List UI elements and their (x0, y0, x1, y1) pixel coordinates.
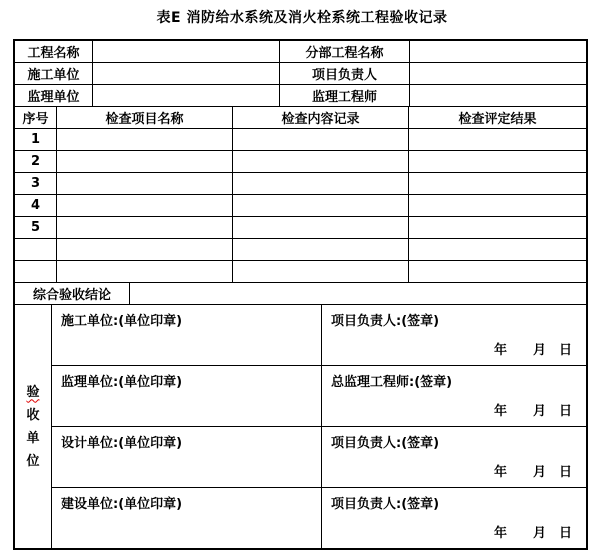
supervision-engineer-field[interactable] (410, 85, 586, 106)
form-title: 表E 消防给水系统及消火栓系统工程验收记录 (156, 10, 448, 26)
date-year-month-day: 年 月 日 (493, 526, 572, 541)
conclusion-row (15, 283, 586, 305)
construction-unit-label: 施工单位 (15, 63, 93, 84)
owner-unit-seal-cell[interactable] (52, 488, 322, 548)
signature-blocks (52, 305, 586, 548)
check-item-name-cell[interactable] (57, 217, 233, 238)
check-result-cell[interactable] (409, 261, 586, 282)
owner-unit-seal-label: 建设单位:(单位印章) (61, 497, 183, 512)
header-check-result: 检查评定结果 (458, 112, 537, 127)
check-row-5 (15, 217, 586, 239)
construction-leader-sign-cell[interactable] (322, 305, 586, 365)
acceptance-record-table (13, 39, 588, 550)
check-item-name-cell[interactable] (57, 239, 233, 260)
check-result-cell[interactable] (409, 239, 586, 260)
check-row-3 (15, 173, 586, 195)
info-row-supervision-unit (15, 85, 586, 107)
check-result-cell[interactable] (409, 173, 586, 194)
seq-no-cell: 1 (15, 129, 57, 150)
check-result-cell[interactable] (409, 195, 586, 216)
vertical-label-char: 单 (26, 430, 40, 446)
check-item-name-cell[interactable] (57, 195, 233, 216)
signature-block-owner (52, 488, 586, 548)
construction-unit-seal-cell[interactable] (52, 305, 322, 365)
supervision-unit-field[interactable] (93, 85, 280, 106)
check-content-record-cell[interactable] (233, 173, 409, 194)
check-row-7 (15, 261, 586, 283)
supervision-unit-label: 监理单位 (15, 85, 93, 106)
check-table-header-row (15, 107, 586, 129)
check-content-record-cell[interactable] (233, 239, 409, 260)
check-content-record-cell[interactable] (233, 129, 409, 150)
acceptance-signature-area (15, 305, 586, 548)
seq-no-cell (15, 239, 57, 260)
sub-project-name-field[interactable] (410, 41, 586, 62)
check-content-record-cell[interactable] (233, 151, 409, 172)
construction-leader-sign-label: 项目负责人:(签章) (331, 314, 440, 329)
project-leader-field[interactable] (410, 63, 586, 84)
header-check-item-name: 检查项目名称 (57, 107, 233, 128)
signature-block-construction (52, 305, 586, 366)
check-row-1 (15, 129, 586, 151)
check-result-cell[interactable] (409, 129, 586, 150)
header-seq-no: 序号 (15, 107, 57, 128)
owner-leader-sign-cell[interactable] (322, 488, 586, 548)
vertical-label-char: 位 (26, 453, 40, 469)
vertical-label-char: 验 (26, 384, 40, 400)
supervision-engineer-label: 监理工程师 (280, 85, 410, 106)
acceptance-unit-vertical-label (15, 305, 52, 548)
construction-unit-seal-label: 施工单位:(单位印章) (61, 314, 183, 329)
signature-block-supervision (52, 366, 586, 427)
info-row-construction-unit (15, 63, 586, 85)
chief-supervision-engineer-sign-label: 总监理工程师:(签章) (331, 375, 453, 390)
seq-no-cell: 3 (15, 173, 57, 194)
header-check-content-record: 检查内容记录 (233, 107, 409, 128)
design-leader-sign-label: 项目负责人:(签章) (331, 436, 440, 451)
conclusion-field[interactable] (130, 283, 586, 304)
check-item-name-cell[interactable] (57, 173, 233, 194)
design-leader-sign-cell[interactable] (322, 427, 586, 487)
sub-project-name-label: 分部工程名称 (280, 41, 410, 62)
date-year-month-day: 年 月 日 (493, 343, 572, 358)
check-content-record-cell[interactable] (233, 261, 409, 282)
conclusion-label: 综合验收结论 (15, 283, 130, 304)
supervision-unit-seal-cell[interactable] (52, 366, 322, 426)
check-item-name-cell[interactable] (57, 151, 233, 172)
check-result-cell[interactable] (409, 217, 586, 238)
check-row-6 (15, 239, 586, 261)
seq-no-cell: 4 (15, 195, 57, 216)
signature-block-design (52, 427, 586, 488)
check-item-name-cell[interactable] (57, 261, 233, 282)
check-content-record-cell[interactable] (233, 195, 409, 216)
chief-supervision-engineer-sign-cell[interactable] (322, 366, 586, 426)
design-unit-seal-label: 设计单位:(单位印章) (61, 436, 183, 451)
vertical-label-char: 收 (26, 407, 40, 423)
seq-no-cell (15, 261, 57, 282)
project-name-field[interactable] (93, 41, 280, 62)
date-year-month-day: 年 月 日 (493, 404, 572, 419)
project-name-label: 工程名称 (15, 41, 93, 62)
check-content-record-cell[interactable] (233, 217, 409, 238)
info-row-project (15, 41, 586, 63)
design-unit-seal-cell[interactable] (52, 427, 322, 487)
seq-no-cell: 5 (15, 217, 57, 238)
date-year-month-day: 年 月 日 (493, 465, 572, 480)
check-item-name-cell[interactable] (57, 129, 233, 150)
construction-unit-field[interactable] (93, 63, 280, 84)
owner-leader-sign-label: 项目负责人:(签章) (331, 497, 440, 512)
check-row-4 (15, 195, 586, 217)
check-row-2 (15, 151, 586, 173)
seq-no-cell: 2 (15, 151, 57, 172)
supervision-unit-seal-label: 监理单位:(单位印章) (61, 375, 183, 390)
check-result-cell[interactable] (409, 151, 586, 172)
project-leader-label: 项目负责人 (280, 63, 410, 84)
